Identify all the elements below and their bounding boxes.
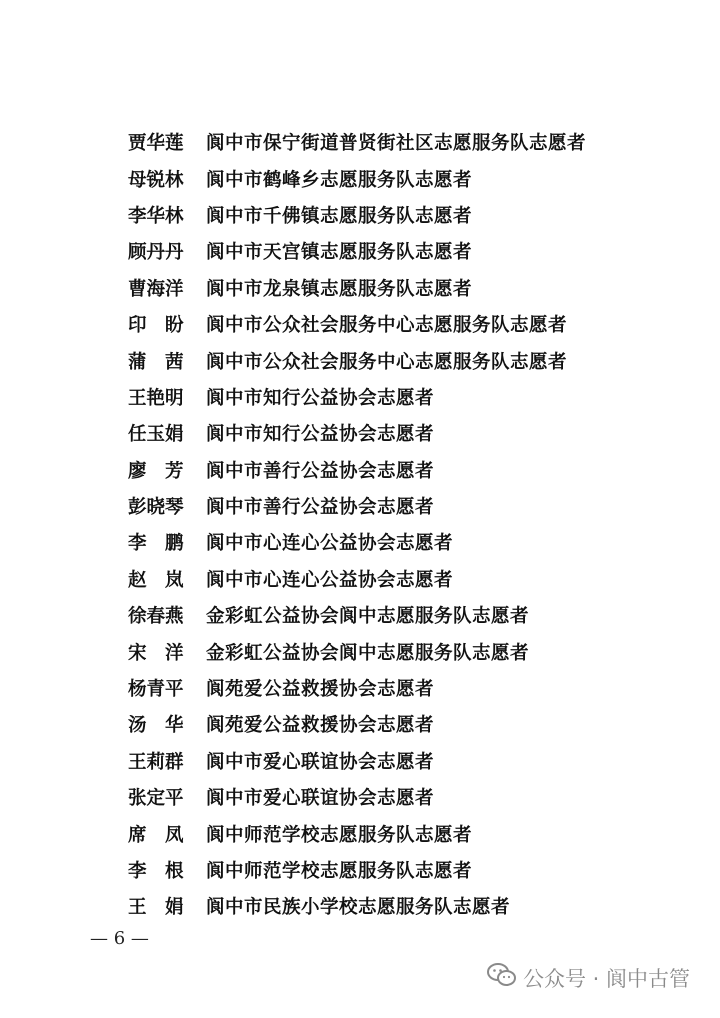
volunteer-organization: 阆中市心连心公益协会志愿者: [206, 533, 454, 555]
volunteer-name: 宋 洋: [128, 642, 184, 664]
list-item: [128, 415, 688, 451]
list-item: [128, 306, 688, 342]
volunteer-organization: 阆中师范学校志愿服务队志愿者: [206, 861, 473, 882]
volunteer-name: 彭晓琴: [128, 497, 184, 519]
list-item: [128, 270, 688, 306]
list-item: [128, 488, 688, 524]
volunteer-name: 汤 华: [128, 715, 184, 737]
volunteer-organization: 阆中市保宁街道普贤街社区志愿服务队志愿者: [206, 133, 587, 155]
volunteer-name: 廖 芳: [128, 460, 184, 482]
volunteer-organization: 金彩虹公益协会阆中志愿服务队志愿者: [206, 606, 530, 628]
list-item: [128, 633, 688, 669]
list-item: [128, 888, 688, 924]
volunteer-name: 任玉娟: [128, 424, 184, 446]
list-item: [128, 743, 688, 779]
volunteer-name: 杨青平: [128, 679, 184, 701]
volunteer-organization: 阆中市民族小学校志愿服务队志愿者: [206, 897, 511, 919]
volunteer-name: 徐春燕: [128, 606, 184, 628]
volunteer-name: 贾华莲: [128, 133, 184, 155]
list-item: [128, 197, 688, 233]
list-item: [128, 524, 688, 560]
list-item: [128, 160, 688, 196]
volunteer-organization: 阆中市知行公益协会志愿者: [206, 387, 435, 409]
page-number: — 6 —: [90, 928, 149, 949]
list-item: [128, 852, 688, 888]
list-item: [128, 233, 688, 269]
list-item: [128, 452, 688, 488]
volunteer-name: 席 凤: [128, 824, 184, 846]
volunteer-name: 蒲 茜: [128, 351, 184, 373]
watermark-text: 公众号 · 阆中古管: [522, 966, 690, 991]
volunteer-organization: 阆中市知行公益协会志愿者: [206, 424, 435, 446]
list-item: [128, 779, 688, 815]
volunteer-name: 李华林: [128, 205, 184, 227]
volunteer-name: 赵 岚: [128, 569, 184, 591]
list-item: [128, 815, 688, 851]
list-item: [128, 342, 688, 378]
volunteer-name: 王艳明: [128, 387, 184, 409]
volunteer-name: 王 娟: [128, 897, 184, 919]
volunteer-organization: 阆中市天宫镇志愿服务队志愿者: [206, 242, 473, 264]
volunteer-organization: 阆中市爱心联谊协会志愿者: [206, 751, 435, 773]
volunteer-name: 曹海洋: [128, 278, 184, 300]
volunteer-organization: 阆中市龙泉镇志愿服务队志愿者: [206, 278, 473, 300]
volunteer-name: 李 根: [128, 861, 184, 882]
account-watermark: [487, 962, 690, 993]
volunteer-organization: 阆中市公众社会服务中心志愿服务队志愿者: [206, 315, 568, 337]
volunteer-organization: 阆苑爱公益救援协会志愿者: [206, 679, 435, 701]
volunteer-name: 母锐林: [128, 169, 184, 191]
volunteer-name: 印 盼: [128, 315, 184, 337]
volunteer-organization: 阆中市爱心联谊协会志愿者: [206, 788, 435, 810]
volunteer-name: 王莉群: [128, 751, 184, 773]
volunteer-list: [128, 124, 688, 925]
list-item: [128, 124, 688, 160]
list-item: [128, 706, 688, 742]
wechat-icon: [487, 962, 517, 993]
list-item: [128, 561, 688, 597]
volunteer-name: 张定平: [128, 788, 184, 810]
list-item: [128, 379, 688, 415]
volunteer-organization: 阆中市千佛镇志愿服务队志愿者: [206, 205, 473, 227]
volunteer-organization: 阆中师范学校志愿服务队志愿者: [206, 824, 473, 846]
volunteer-organization: 阆苑爱公益救援协会志愿者: [206, 715, 435, 737]
list-item: [128, 597, 688, 633]
volunteer-organization: 阆中市善行公益协会志愿者: [206, 497, 435, 519]
volunteer-name: 李 鹏: [128, 533, 184, 555]
volunteer-organization: 阆中市心连心公益协会志愿者: [206, 569, 454, 591]
volunteer-organization: 阆中市公众社会服务中心志愿服务队志愿者: [206, 351, 568, 373]
volunteer-organization: 金彩虹公益协会阆中志愿服务队志愿者: [206, 642, 530, 664]
list-item: [128, 670, 688, 706]
volunteer-name: 顾丹丹: [128, 242, 184, 264]
volunteer-organization: 阆中市鹤峰乡志愿服务队志愿者: [206, 169, 473, 191]
volunteer-organization: 阆中市善行公益协会志愿者: [206, 460, 435, 482]
